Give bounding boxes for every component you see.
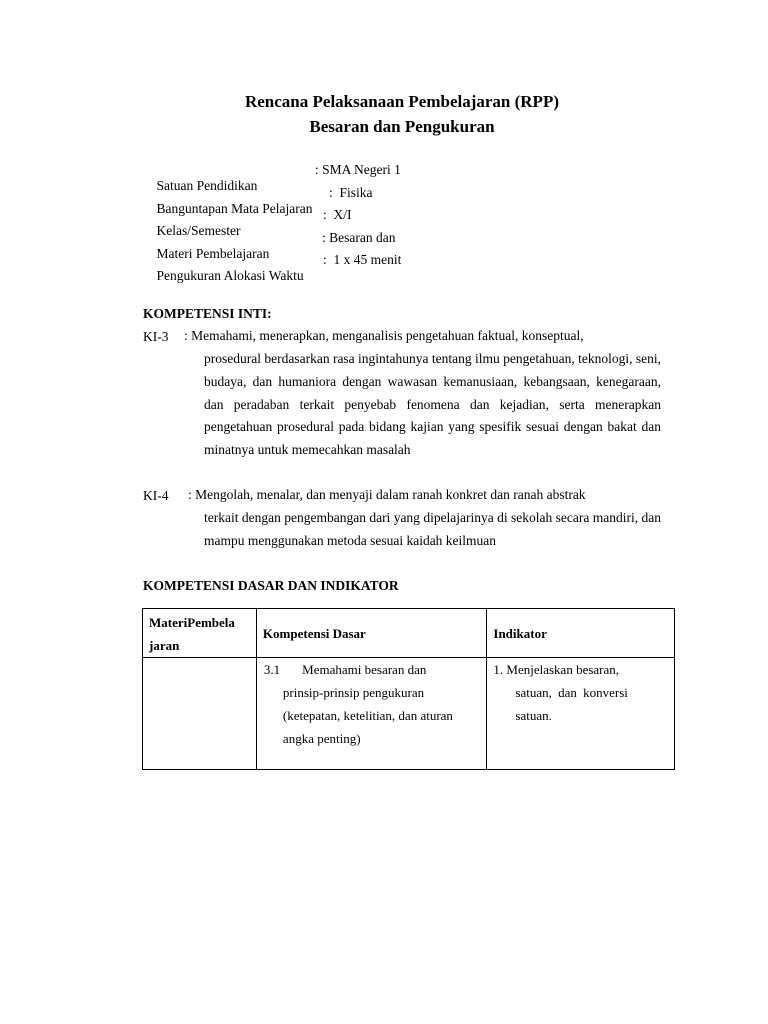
ki4-text: : Mengolah, menalar, dan menyaji dalam ranah konkret dan ranah abstrak <box>188 487 586 502</box>
info-label: Satuan Pendidikan <box>156 178 258 193</box>
info-value: : 1 x 45 menit <box>323 252 402 267</box>
document-title: Rencana Pelaksanaan Pembelajaran (RPP) <box>244 92 559 111</box>
info-value: : X/I <box>323 207 352 222</box>
info-label: Kelas/Semester <box>156 223 241 238</box>
ki4-first-line <box>188 484 661 507</box>
column-header-indikator: Indikator <box>487 609 675 658</box>
ki4-continuation: terkait dengan pengembangan dari yang dipelajarinya di sekolah secara mandiri, dan mampu menggunakan metoda sesuai kaidah keilmuan <box>204 510 661 548</box>
cell-indikator <box>487 658 675 770</box>
kompetensi-inti-heading: KOMPETENSI INTI: <box>143 306 272 321</box>
cell-kompetensi-dasar <box>256 658 486 770</box>
column-header-kompetensi-dasar: Kompetensi Dasar <box>256 609 486 658</box>
ki3-text: : Memahami, menerapkan, menganalisis pengetahuan faktual, konseptual, <box>184 328 584 343</box>
ki3-label: KI-3 <box>143 329 169 344</box>
indikator-first-line: 1. Menjelaskan besaran, <box>493 662 620 677</box>
document-subtitle: Besaran dan Pengukuran <box>309 117 495 136</box>
kd-first-line: 3.1 Memahami besaran dan <box>263 662 427 677</box>
table-row <box>143 658 675 770</box>
info-value: : Fisika <box>329 185 373 200</box>
info-label: Materi Pembelajaran <box>156 246 270 261</box>
info-label: Pengukuran Alokasi Waktu <box>156 268 304 283</box>
table-header-row <box>143 609 675 658</box>
info-label: Banguntapan Mata Pelajaran <box>156 201 313 216</box>
column-header-materi: MateriPembela jaran <box>143 609 257 658</box>
kd-description: prinsip-prinsip pengukuran (ketepatan, ketelitian, dan aturan angka penting) <box>282 685 453 746</box>
ki4-label: KI-4 <box>143 488 169 503</box>
indikator-description: satuan, dan konversi satuan. <box>515 685 628 723</box>
cell-materi <box>143 658 257 770</box>
ki3-continuation: prosedural berdasarkan rasa ingintahunya tentang ilmu pengetahuan, teknologi, seni, budaya, dan humaniora dengan wawasan kemanusiaan, kebangsaan, kenegaraan, dan peradaban terkait penyebab fenomena dan kejadian, serta menerapkan pengetahuan prosedural pada bidang kajian yang spesifik sesuai dengan bakat dan minatnya untuk memecahkan masalah <box>204 351 661 458</box>
info-value: : SMA Negeri 1 <box>315 162 401 177</box>
ki3-first-line <box>184 325 661 348</box>
kompetensi-dasar-table <box>142 608 675 770</box>
kompetensi-dasar-heading: KOMPETENSI DASAR DAN INDIKATOR <box>143 578 399 593</box>
info-value: : Besaran dan <box>322 230 396 245</box>
